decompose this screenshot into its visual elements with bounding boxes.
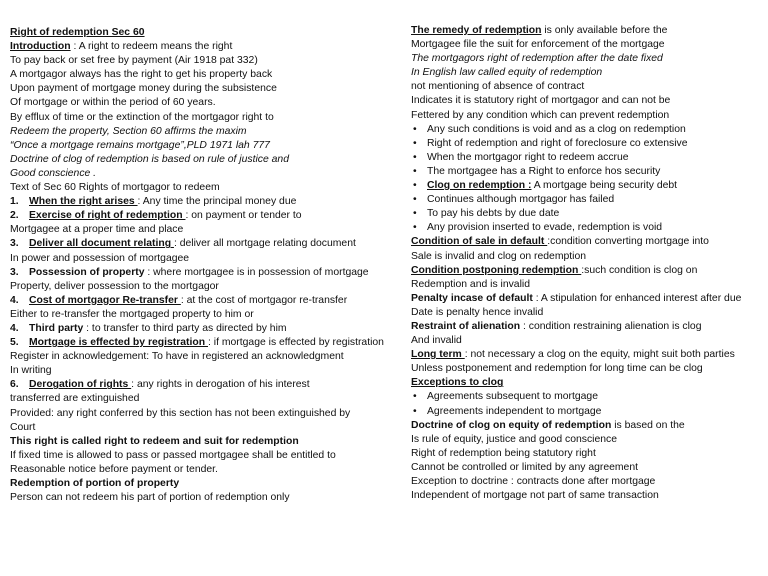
right-line	[411, 207, 763, 221]
left-line	[10, 477, 398, 491]
bullet-marker: •	[413, 123, 417, 135]
text-run: Right of redemption and right of foreclosure co extensive	[427, 137, 688, 149]
text-run: Register in acknowledgement: To have in registered an acknowledgment	[10, 351, 344, 363]
left-line	[10, 280, 398, 294]
left-line	[10, 167, 398, 181]
left-line	[10, 237, 398, 251]
bullet-marker: •	[413, 194, 417, 206]
right-line	[411, 52, 763, 66]
left-line	[10, 322, 398, 336]
right-line	[411, 390, 763, 404]
left-column	[10, 26, 398, 505]
text-run: A mortgagor always has the right to get his property back	[10, 69, 273, 81]
left-line	[10, 252, 398, 266]
text-run: : Any time the principal money due	[137, 196, 297, 208]
text-run: When the mortgagor right to redeem accrue	[427, 151, 629, 163]
text-run: When the right arises	[29, 196, 138, 208]
text-run: Redemption and is invalid	[411, 278, 530, 290]
left-line	[10, 181, 398, 195]
text-run: :such condition is clog on	[581, 264, 698, 276]
text-run: : A stipulation for enhanced interest after due	[532, 292, 742, 304]
text-run: Either to re-transfer the mortgaged property to him or	[10, 308, 254, 320]
text-run: And invalid	[411, 335, 462, 347]
text-run: If fixed time is allowed to pass or passed mortgagee shall be entitled to	[10, 449, 336, 461]
list-number: 2.	[10, 210, 19, 222]
right-line	[411, 362, 763, 376]
text-run: Independent of mortgage not part of same transaction	[411, 490, 659, 502]
left-line	[10, 407, 398, 421]
text-run: “Once a mortgage remains mortgage”,PLD 1971 lah 777	[10, 139, 270, 151]
text-run: : if mortgage is effected by registration	[208, 337, 384, 349]
right-line	[411, 193, 763, 207]
bullet-marker: •	[413, 137, 417, 149]
text-run: Doctrine of clog of redemption is based on rule of justice and	[10, 153, 289, 165]
text-run: Mortgagee file the suit for enforcement of the mortgage	[411, 39, 665, 51]
text-run: is based on the	[611, 419, 685, 431]
list-number: 3.	[10, 238, 19, 250]
text-run: :condition converting mortgage into	[547, 236, 709, 248]
left-line	[10, 54, 398, 68]
right-line	[411, 306, 763, 320]
left-line	[10, 449, 398, 463]
text-run: Date is penalty hence invalid	[411, 306, 544, 318]
text-run: Condition postponing redemption	[411, 264, 582, 276]
text-run: Provided: any right conferred by this section has not been extinguished by	[10, 407, 351, 419]
text-run: Upon payment of mortgage money during the subsistence	[10, 83, 277, 95]
left-line	[10, 26, 398, 40]
right-line	[411, 376, 763, 390]
text-run: : any rights in derogation of his interest	[131, 379, 310, 391]
right-line	[411, 433, 763, 447]
list-number: 4.	[10, 294, 19, 306]
left-line	[10, 392, 398, 406]
text-run: : to transfer to third party as directed by him	[86, 322, 287, 334]
text-run: Deliver all document relating	[29, 238, 174, 250]
left-line	[10, 195, 398, 209]
text-run: Unless postponement and redemption for long time can be clog	[411, 363, 703, 375]
left-line	[10, 82, 398, 96]
text-run: Reasonable notice before payment or tender.	[10, 463, 218, 475]
right-line	[411, 475, 763, 489]
text-run: Sale is invalid and clog on redemption	[411, 250, 587, 262]
left-line	[10, 209, 398, 223]
text-run: Is rule of equity, justice and good conscience	[411, 433, 618, 445]
text-run: Redeem the property, Section 60 affirms the maxim	[10, 125, 247, 137]
right-line	[411, 38, 763, 52]
text-run: Fettered by any condition which can prevent redemption	[411, 109, 670, 121]
bullet-marker: •	[413, 180, 417, 192]
text-run: To pay back or set free by payment (Air 1918 pat 332)	[10, 55, 258, 67]
text-run: Cannot be controlled or limited by any agreement	[411, 461, 638, 473]
text-run: Exception to doctrine : contracts done after mortgage	[411, 476, 656, 487]
text-run: A mortgage being security debt	[531, 180, 678, 192]
left-line	[10, 336, 398, 350]
right-line	[411, 179, 763, 193]
right-line	[411, 447, 763, 461]
text-run: transferred are extinguished	[10, 393, 140, 405]
right-line	[411, 24, 763, 38]
text-run: Indicates it is statutory right of mortgagor and can not be	[411, 95, 671, 107]
left-line	[10, 111, 398, 125]
text-run: In power and possession of mortgagee	[10, 252, 190, 264]
text-run: Person can not redeem his part of portion of redemption only	[10, 492, 290, 504]
left-line	[10, 125, 398, 139]
text-run: Clog on redemption :	[427, 180, 532, 192]
text-run: This right is called right to redeem and suit for redemption	[10, 435, 299, 447]
text-run: Agreements subsequent to mortgage	[427, 391, 598, 403]
bullet-marker: •	[413, 208, 417, 220]
right-line	[411, 348, 763, 362]
left-line	[10, 40, 398, 54]
left-line	[10, 294, 398, 308]
left-line	[10, 68, 398, 82]
right-line	[411, 250, 763, 264]
text-run: Redemption of portion of property	[10, 478, 180, 489]
right-line	[411, 292, 763, 306]
left-line	[10, 96, 398, 110]
bullet-marker: •	[413, 391, 417, 403]
left-line	[10, 350, 398, 364]
left-line	[10, 463, 398, 477]
right-line	[411, 405, 763, 419]
list-number: 3.	[10, 266, 19, 278]
right-line	[411, 264, 763, 278]
text-run: Right of redemption Sec 60	[10, 27, 145, 38]
text-run: Text of Sec 60 Rights of mortgagor to redeem	[10, 182, 220, 194]
text-run: Good conscience .	[10, 167, 97, 179]
text-run: The mortgagee has a Right to enforce hos security	[427, 165, 661, 177]
text-run: : A right to redeem means the right	[70, 41, 233, 53]
text-run: Possession of property	[29, 266, 148, 278]
right-line	[411, 334, 763, 348]
right-line	[411, 123, 763, 137]
left-line	[10, 421, 398, 435]
bullet-marker: •	[413, 165, 417, 177]
text-run: : not necessary a clog on the equity, might suit both parties	[464, 349, 735, 361]
left-line	[10, 139, 398, 153]
left-line	[10, 308, 398, 322]
text-run: Introduction	[10, 41, 71, 53]
right-line	[411, 235, 763, 249]
right-line	[411, 109, 763, 123]
right-line	[411, 66, 763, 80]
right-line	[411, 80, 763, 94]
text-run: In writing	[10, 365, 52, 377]
text-run: not mentioning of absence of contract	[411, 81, 585, 93]
bullet-marker: •	[413, 222, 417, 234]
bullet-marker: •	[413, 151, 417, 163]
text-run: : condition restraining alienation is clog	[520, 320, 702, 332]
right-line	[411, 221, 763, 235]
list-number: 1.	[10, 196, 19, 208]
text-run: : deliver all mortgage relating document	[173, 238, 356, 250]
text-run: Exercise of right of redemption	[29, 210, 186, 222]
left-line	[10, 266, 398, 280]
left-line	[10, 223, 398, 237]
right-line	[411, 165, 763, 179]
text-run: Mortgagee at a proper time and place	[10, 224, 184, 236]
text-run: : at the cost of mortgagor re-transfer	[180, 294, 348, 306]
text-run: Long term	[411, 349, 465, 361]
right-line	[411, 94, 763, 108]
right-line	[411, 278, 763, 292]
text-run: To pay his debts by due date	[427, 208, 560, 220]
left-line	[10, 491, 398, 505]
text-run: Continues although mortgagor has failed	[427, 194, 615, 206]
list-number: 6.	[10, 379, 19, 391]
right-column	[411, 24, 763, 503]
text-run: Mortgage is effected by registration	[29, 337, 208, 349]
text-run: Penalty incase of default	[411, 292, 533, 304]
list-number: 5.	[10, 337, 19, 349]
text-run: Doctrine of clog on equity of redemption	[411, 419, 612, 431]
text-run: Agreements independent to mortgage	[427, 405, 602, 417]
left-line	[10, 364, 398, 378]
text-run: Condition of sale in default	[411, 236, 548, 248]
left-line	[10, 435, 398, 449]
text-run: Third party	[29, 322, 87, 334]
text-run: : where mortgagee is in possession of mortgage	[147, 266, 369, 278]
right-line	[411, 461, 763, 475]
text-run: In English law called equity of redemption	[411, 67, 603, 79]
left-line	[10, 153, 398, 167]
text-run: Any such conditions is void and as a clog on redemption	[427, 123, 686, 135]
text-run: Right of redemption being statutory right	[411, 447, 596, 459]
text-run: By efflux of time or the extinction of the mortgagor right to	[10, 111, 274, 123]
text-run: The mortgagors right of redemption after the date fixed	[411, 53, 663, 65]
left-line	[10, 378, 398, 392]
text-run: is only available before the	[541, 25, 668, 36]
text-run: Derogation of rights	[29, 379, 132, 391]
text-run: Exceptions to clog	[411, 377, 504, 389]
text-run: Any provision inserted to evade, redemption is void	[427, 222, 663, 234]
right-line	[411, 419, 763, 433]
right-line	[411, 151, 763, 165]
list-number: 4.	[10, 322, 19, 334]
right-line	[411, 320, 763, 334]
text-run: Restraint of alienation	[411, 320, 521, 332]
right-line	[411, 137, 763, 151]
bullet-marker: •	[413, 405, 417, 417]
text-run: Court	[10, 421, 36, 433]
text-run: Of mortgage or within the period of 60 years.	[10, 97, 216, 109]
text-run: Property, deliver possession to the mortgagor	[10, 280, 219, 292]
text-run: : on payment or tender to	[185, 210, 302, 222]
text-run: The remedy of redemption	[411, 25, 542, 36]
right-line	[411, 489, 763, 503]
text-run: Cost of mortgagor Re-transfer	[29, 294, 181, 306]
